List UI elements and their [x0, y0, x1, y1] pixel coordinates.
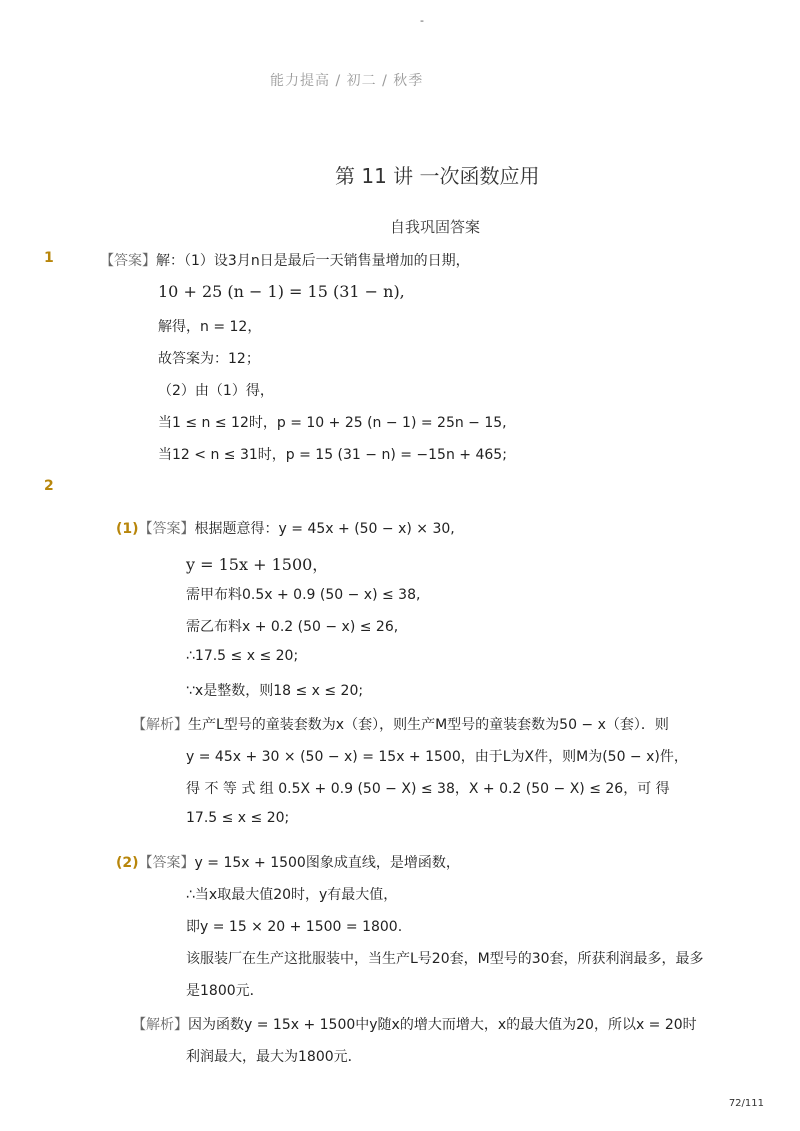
q2-p1-analysis-line-1-text: 生产L型号的童装套数为x（套），则生产M型号的童装套数为50 − x（套）．则 [188, 717, 669, 733]
q1-line-2: 10 + 25 (n − 1) = 15 (31 − n), [158, 282, 405, 301]
q2-p1-analysis-line-4: 17.5 ≤ x ≤ 20; [186, 810, 290, 826]
analysis-tag: 【解析】 [132, 1017, 188, 1033]
q2-p2-analysis-line-1 [132, 1014, 697, 1034]
analysis-tag: 【解析】 [132, 717, 188, 733]
q2-p2-line-4: 该服装厂在生产这批服装中，当生产L号20套，M型号的30套，所获利润最多，最多 [186, 951, 704, 967]
question-number-1: 1 [44, 250, 54, 266]
page-title: 第 11 讲 一次函数应用 [335, 164, 540, 188]
q1-answer-line-1 [100, 250, 470, 270]
q1-line-5: （2）由（1）得， [158, 383, 274, 399]
q2-p1-line-3: 需甲布料0.5x + 0.9 (50 − x) ≤ 38, [186, 587, 421, 603]
q2-p2-answer-line-1 [116, 852, 460, 872]
page-number: 72/111 [728, 1098, 764, 1109]
q2-p2-analysis-line-2: 利润最大，最大为1800元． [186, 1049, 362, 1065]
answer-tag: 【答案】 [100, 253, 156, 269]
q2-p2-line-2: ∴当x取最大值20时，y有最大值， [186, 887, 398, 903]
q2-p2-line-1-text: y = 15x + 1500图象成直线，是增函数， [194, 855, 460, 871]
part-label: (2) [116, 855, 139, 871]
q2-p1-analysis-line-1 [132, 714, 669, 734]
breadcrumb: 能力提高 / 初二 / 秋季 [270, 73, 424, 89]
q2-p2-analysis-line-1-text: 因为函数y = 15x + 1500中y随x的增大而增大，x的最大值为20，所以x = 20时 [188, 1017, 697, 1033]
answer-tag: 【答案】 [138, 855, 195, 871]
part-label: (1) [116, 521, 139, 537]
q2-p1-line-2: y = 15x + 1500， [186, 555, 329, 574]
q1-line-3: 解得，n = 12， [158, 319, 262, 335]
q2-p2-line-5: 是1800元． [186, 983, 264, 999]
top-mark: - [420, 14, 424, 27]
q2-p1-answer-line-1 [116, 518, 455, 538]
q2-p1-line-4: 需乙布料x + 0.2 (50 − x) ≤ 26, [186, 619, 399, 635]
answer-tag: 【答案】 [138, 521, 195, 537]
q1-line-1-text: 解：（1）设3月n日是最后一天销售量增加的日期， [156, 253, 470, 269]
q2-p2-line-3: 即y = 15 × 20 + 1500 = 1800. [186, 919, 403, 935]
q2-p1-analysis-line-3: 得 不 等 式 组 0.5X + 0.9 (50 − X) ≤ 38，X + 0.2 (50 − X) ≤ 26，可 得 [186, 781, 670, 797]
q2-p1-line-6: ∵x是整数，则18 ≤ x ≤ 20; [186, 683, 364, 699]
q2-p1-analysis-line-2: y = 45x + 30 × (50 − x) = 15x + 1500，由于L为X件，则M为(50 − x)件， [186, 749, 688, 765]
q2-p1-line-5: ∴17.5 ≤ x ≤ 20; [186, 648, 299, 664]
question-number-2: 2 [44, 478, 54, 494]
q1-line-6: 当1 ≤ n ≤ 12时，p = 10 + 25 (n − 1) = 25n − 15, [158, 415, 507, 431]
q1-line-7: 当12 < n ≤ 31时，p = 15 (31 − n) = −15n + 465; [158, 447, 507, 463]
q1-line-4: 故答案为：12； [158, 351, 260, 367]
q2-p1-line-1-text: 根据题意得：y = 45x + (50 − x) × 30, [194, 521, 455, 537]
section-subtitle: 自我巩固答案 [390, 218, 481, 236]
